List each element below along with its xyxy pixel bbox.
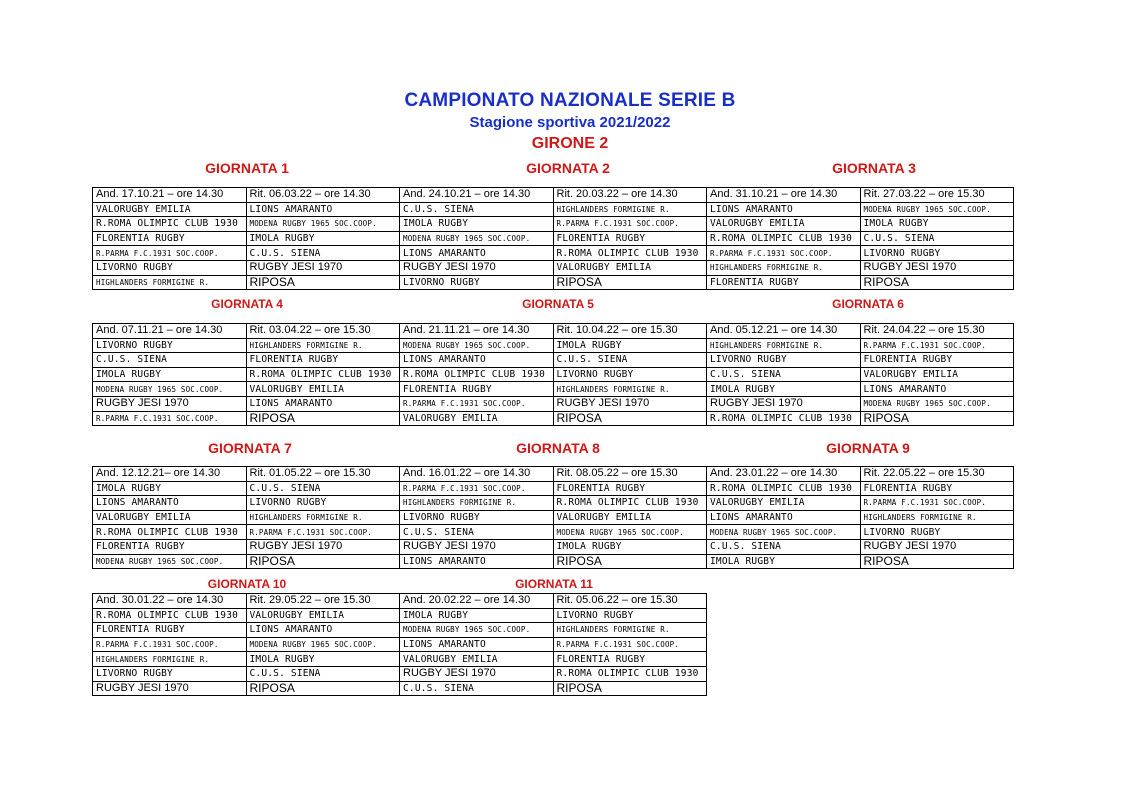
team-cell: R.PARMA F.C.1931 SOC.COOP. xyxy=(246,525,400,540)
team-cell: LIONS AMARANTO xyxy=(246,623,400,638)
team-cell: MODENA RUGBY 1965 SOC.COOP. xyxy=(400,231,554,246)
team-cell: R.ROMA OLIMPIC CLUB 1930 xyxy=(400,367,554,382)
team-cell: VALORUGBY EMILIA xyxy=(93,202,247,217)
team-cell: VALORUGBY EMILIA xyxy=(707,496,861,511)
schedule-table xyxy=(92,323,1014,426)
riposa-cell: RIPOSA xyxy=(553,681,707,696)
team-cell: IMOLA RUGBY xyxy=(707,382,861,397)
team-cell: R.ROMA OLIMPIC CLUB 1930 xyxy=(93,525,247,540)
team-cell: LIVORNO RUGBY xyxy=(553,367,707,382)
riposa-cell: RIPOSA xyxy=(860,275,1014,290)
table-row xyxy=(93,681,707,696)
match-date-cell: And. 12.12.21– ore 14.30 xyxy=(93,467,247,482)
date-header-row xyxy=(93,324,1014,339)
team-cell: IMOLA RUGBY xyxy=(553,539,707,554)
giornata-heading: GIORNATA 3 xyxy=(832,160,916,176)
team-cell: C.U.S. SIENA xyxy=(400,202,554,217)
date-header-row xyxy=(93,188,1014,203)
page-title: CAMPIONATO NAZIONALE SERIE B xyxy=(404,90,736,111)
giornata-heading: GIORNATA 8 xyxy=(516,440,600,456)
match-date-cell: Rit. 05.06.22 – ore 15.30 xyxy=(553,594,707,609)
team-cell: RUGBY JESI 1970 xyxy=(93,396,247,411)
match-date-cell: And. 16.01.22 – ore 14.30 xyxy=(400,467,554,482)
team-cell: RUGBY JESI 1970 xyxy=(860,539,1014,554)
team-cell: IMOLA RUGBY xyxy=(553,338,707,353)
team-cell: FLORENTIA RUGBY xyxy=(553,481,707,496)
girone-title: GIRONE 2 xyxy=(531,135,609,152)
match-date-cell: And. 24.10.21 – ore 14.30 xyxy=(400,188,554,203)
team-cell: VALORUGBY EMILIA xyxy=(246,608,400,623)
match-date-cell: And. 21.11.21 – ore 14.30 xyxy=(400,324,554,339)
match-date-cell: Rit. 20.03.22 – ore 14.30 xyxy=(553,188,707,203)
team-cell: LIVORNO RUGBY xyxy=(93,338,247,353)
match-date-cell: Rit. 29.05.22 – ore 15.30 xyxy=(246,594,400,609)
table-row xyxy=(93,396,1014,411)
table-row xyxy=(93,260,1014,275)
table-row xyxy=(93,217,1014,232)
team-cell: MODENA RUGBY 1965 SOC.COOP. xyxy=(400,338,554,353)
team-cell: MODENA RUGBY 1965 SOC.COOP. xyxy=(246,217,400,232)
table-row xyxy=(93,338,1014,353)
match-date-cell: Rit. 24.04.22 – ore 15.30 xyxy=(860,324,1014,339)
riposa-cell: RIPOSA xyxy=(246,554,400,569)
team-cell: HIGHLANDERS FORMIGINE R. xyxy=(93,652,247,667)
team-cell: C.U.S. SIENA xyxy=(400,681,554,696)
team-cell: IMOLA RUGBY xyxy=(93,481,247,496)
team-cell: R.PARMA F.C.1931 SOC.COOP. xyxy=(553,637,707,652)
table-row xyxy=(93,510,1014,525)
team-cell: R.PARMA F.C.1931 SOC.COOP. xyxy=(860,338,1014,353)
riposa-cell: RIPOSA xyxy=(553,554,707,569)
team-cell: MODENA RUGBY 1965 SOC.COOP. xyxy=(860,202,1014,217)
date-header-row xyxy=(93,467,1014,482)
team-cell: MODENA RUGBY 1965 SOC.COOP. xyxy=(93,382,247,397)
team-cell: HIGHLANDERS FORMIGINE R. xyxy=(707,338,861,353)
match-date-cell: And. 07.11.21 – ore 14.30 xyxy=(93,324,247,339)
team-cell: C.U.S. SIENA xyxy=(93,353,247,368)
team-cell: VALORUGBY EMILIA xyxy=(707,217,861,232)
team-cell: LIVORNO RUGBY xyxy=(553,608,707,623)
team-cell: HIGHLANDERS FORMIGINE R. xyxy=(553,623,707,638)
team-cell: FLORENTIA RUGBY xyxy=(93,231,247,246)
team-cell: RUGBY JESI 1970 xyxy=(93,681,247,696)
team-cell: LIVORNO RUGBY xyxy=(860,525,1014,540)
team-cell: VALORUGBY EMILIA xyxy=(860,367,1014,382)
giornata-heading: GIORNATA 11 xyxy=(515,577,593,591)
riposa-cell: RIPOSA xyxy=(246,411,400,426)
team-cell: LIVORNO RUGBY xyxy=(400,510,554,525)
team-cell: MODENA RUGBY 1965 SOC.COOP. xyxy=(93,554,247,569)
season-subtitle: Stagione sportiva 2021/2022 xyxy=(469,114,671,131)
team-cell: R.ROMA OLIMPIC CLUB 1930 xyxy=(707,411,861,426)
team-cell: FLORENTIA RUGBY xyxy=(707,275,861,290)
team-cell: LIVORNO RUGBY xyxy=(93,666,247,681)
team-cell: R.PARMA F.C.1931 SOC.COOP. xyxy=(93,246,247,261)
team-cell: HIGHLANDERS FORMIGINE R. xyxy=(553,202,707,217)
table-row xyxy=(93,608,707,623)
team-cell: HIGHLANDERS FORMIGINE R. xyxy=(860,510,1014,525)
giornata-heading: GIORNATA 4 xyxy=(211,297,283,311)
team-cell: R.PARMA F.C.1931 SOC.COOP. xyxy=(400,481,554,496)
team-cell: IMOLA RUGBY xyxy=(93,367,247,382)
match-date-cell: And. 17.10.21 – ore 14.30 xyxy=(93,188,247,203)
team-cell: R.PARMA F.C.1931 SOC.COOP. xyxy=(93,411,247,426)
table-row xyxy=(93,554,1014,569)
table-row xyxy=(93,231,1014,246)
team-cell: HIGHLANDERS FORMIGINE R. xyxy=(246,338,400,353)
match-date-cell: Rit. 01.05.22 – ore 15.30 xyxy=(246,467,400,482)
team-cell: R.ROMA OLIMPIC CLUB 1930 xyxy=(553,496,707,511)
team-cell: RUGBY JESI 1970 xyxy=(553,396,707,411)
team-cell: C.U.S. SIENA xyxy=(246,481,400,496)
giornata-heading: GIORNATA 6 xyxy=(832,297,904,311)
riposa-cell: RIPOSA xyxy=(246,275,400,290)
team-cell: RUGBY JESI 1970 xyxy=(400,666,554,681)
team-cell: R.PARMA F.C.1931 SOC.COOP. xyxy=(553,217,707,232)
match-date-cell: Rit. 08.05.22 – ore 15.30 xyxy=(553,467,707,482)
team-cell: VALORUGBY EMILIA xyxy=(93,510,247,525)
table-row xyxy=(93,382,1014,397)
team-cell: R.PARMA F.C.1931 SOC.COOP. xyxy=(860,496,1014,511)
schedule-table xyxy=(92,593,707,696)
team-cell: HIGHLANDERS FORMIGINE R. xyxy=(93,275,247,290)
giornata-heading: GIORNATA 1 xyxy=(205,160,289,176)
team-cell: RUGBY JESI 1970 xyxy=(246,539,400,554)
team-cell: C.U.S. SIENA xyxy=(246,246,400,261)
team-cell: R.ROMA OLIMPIC CLUB 1930 xyxy=(707,231,861,246)
team-cell: MODENA RUGBY 1965 SOC.COOP. xyxy=(246,637,400,652)
team-cell: MODENA RUGBY 1965 SOC.COOP. xyxy=(553,525,707,540)
table-row xyxy=(93,666,707,681)
giornata-heading: GIORNATA 5 xyxy=(522,297,594,311)
table-row xyxy=(93,652,707,667)
team-cell: HIGHLANDERS FORMIGINE R. xyxy=(707,260,861,275)
match-date-cell: Rit. 22.05.22 – ore 15.30 xyxy=(860,467,1014,482)
table-row xyxy=(93,637,707,652)
team-cell: LIONS AMARANTO xyxy=(93,496,247,511)
team-cell: FLORENTIA RUGBY xyxy=(400,382,554,397)
team-cell: LIVORNO RUGBY xyxy=(93,260,247,275)
match-date-cell: Rit. 06.03.22 – ore 14.30 xyxy=(246,188,400,203)
team-cell: FLORENTIA RUGBY xyxy=(93,539,247,554)
team-cell: FLORENTIA RUGBY xyxy=(93,623,247,638)
team-cell: MODENA RUGBY 1965 SOC.COOP. xyxy=(860,396,1014,411)
team-cell: R.ROMA OLIMPIC CLUB 1930 xyxy=(246,367,400,382)
team-cell: HIGHLANDERS FORMIGINE R. xyxy=(553,382,707,397)
team-cell: C.U.S. SIENA xyxy=(860,231,1014,246)
team-cell: MODENA RUGBY 1965 SOC.COOP. xyxy=(400,623,554,638)
team-cell: VALORUGBY EMILIA xyxy=(246,382,400,397)
team-cell: LIVORNO RUGBY xyxy=(400,275,554,290)
team-cell: FLORENTIA RUGBY xyxy=(860,481,1014,496)
team-cell: R.ROMA OLIMPIC CLUB 1930 xyxy=(707,481,861,496)
team-cell: IMOLA RUGBY xyxy=(246,652,400,667)
team-cell: C.U.S. SIENA xyxy=(246,666,400,681)
team-cell: LIONS AMARANTO xyxy=(400,246,554,261)
team-cell: RUGBY JESI 1970 xyxy=(400,539,554,554)
riposa-cell: RIPOSA xyxy=(553,411,707,426)
team-cell: LIVORNO RUGBY xyxy=(246,496,400,511)
team-cell: R.ROMA OLIMPIC CLUB 1930 xyxy=(553,666,707,681)
team-cell: MODENA RUGBY 1965 SOC.COOP. xyxy=(707,525,861,540)
giornata-heading: GIORNATA 9 xyxy=(826,440,910,456)
team-cell: LIONS AMARANTO xyxy=(860,382,1014,397)
team-cell: R.PARMA F.C.1931 SOC.COOP. xyxy=(400,396,554,411)
riposa-cell: RIPOSA xyxy=(860,411,1014,426)
match-date-cell: Rit. 03.04.22 – ore 15.30 xyxy=(246,324,400,339)
team-cell: VALORUGBY EMILIA xyxy=(553,510,707,525)
team-cell: FLORENTIA RUGBY xyxy=(553,652,707,667)
table-row xyxy=(93,246,1014,261)
table-row xyxy=(93,275,1014,290)
schedule-table xyxy=(92,466,1014,569)
team-cell: LIVORNO RUGBY xyxy=(860,246,1014,261)
team-cell: R.ROMA OLIMPIC CLUB 1930 xyxy=(93,608,247,623)
team-cell: FLORENTIA RUGBY xyxy=(553,231,707,246)
table-row xyxy=(93,539,1014,554)
team-cell: IMOLA RUGBY xyxy=(707,554,861,569)
team-cell: C.U.S. SIENA xyxy=(707,539,861,554)
match-date-cell: And. 20.02.22 – ore 14.30 xyxy=(400,594,554,609)
riposa-cell: RIPOSA xyxy=(553,275,707,290)
team-cell: IMOLA RUGBY xyxy=(400,608,554,623)
team-cell: R.PARMA F.C.1931 SOC.COOP. xyxy=(707,246,861,261)
team-cell: LIONS AMARANTO xyxy=(707,202,861,217)
team-cell: IMOLA RUGBY xyxy=(246,231,400,246)
team-cell: RUGBY JESI 1970 xyxy=(860,260,1014,275)
table-row xyxy=(93,623,707,638)
table-row xyxy=(93,353,1014,368)
team-cell: VALORUGBY EMILIA xyxy=(553,260,707,275)
table-row xyxy=(93,525,1014,540)
team-cell: HIGHLANDERS FORMIGINE R. xyxy=(400,496,554,511)
team-cell: IMOLA RUGBY xyxy=(400,217,554,232)
date-header-row xyxy=(93,594,707,609)
schedule-table xyxy=(92,187,1014,290)
team-cell: HIGHLANDERS FORMIGINE R. xyxy=(246,510,400,525)
team-cell: LIONS AMARANTO xyxy=(246,202,400,217)
match-date-cell: And. 31.10.21 – ore 14.30 xyxy=(707,188,861,203)
table-row xyxy=(93,367,1014,382)
table-row xyxy=(93,411,1014,426)
giornata-heading: GIORNATA 10 xyxy=(207,577,287,591)
riposa-cell: RIPOSA xyxy=(860,554,1014,569)
team-cell: RUGBY JESI 1970 xyxy=(400,260,554,275)
team-cell: R.ROMA OLIMPIC CLUB 1930 xyxy=(553,246,707,261)
table-row xyxy=(93,202,1014,217)
team-cell: LIONS AMARANTO xyxy=(246,396,400,411)
team-cell: VALORUGBY EMILIA xyxy=(400,411,554,426)
team-cell: VALORUGBY EMILIA xyxy=(400,652,554,667)
team-cell: C.U.S. SIENA xyxy=(400,525,554,540)
match-date-cell: Rit. 27.03.22 – ore 15.30 xyxy=(860,188,1014,203)
team-cell: RUGBY JESI 1970 xyxy=(246,260,400,275)
giornata-heading: GIORNATA 2 xyxy=(526,160,610,176)
team-cell: C.U.S. SIENA xyxy=(707,367,861,382)
table-row xyxy=(93,496,1014,511)
team-cell: LIONS AMARANTO xyxy=(400,554,554,569)
team-cell: FLORENTIA RUGBY xyxy=(246,353,400,368)
match-date-cell: And. 23.01.22 – ore 14.30 xyxy=(707,467,861,482)
team-cell: LIONS AMARANTO xyxy=(400,637,554,652)
match-date-cell: Rit. 10.04.22 – ore 15.30 xyxy=(553,324,707,339)
team-cell: RUGBY JESI 1970 xyxy=(707,396,861,411)
team-cell: FLORENTIA RUGBY xyxy=(860,353,1014,368)
team-cell: LIONS AMARANTO xyxy=(707,510,861,525)
match-date-cell: And. 30.01.22 – ore 14.30 xyxy=(93,594,247,609)
team-cell: LIONS AMARANTO xyxy=(400,353,554,368)
team-cell: R.PARMA F.C.1931 SOC.COOP. xyxy=(93,637,247,652)
giornata-heading: GIORNATA 7 xyxy=(208,440,292,456)
team-cell: R.ROMA OLIMPIC CLUB 1930 xyxy=(93,217,247,232)
team-cell: C.U.S. SIENA xyxy=(553,353,707,368)
team-cell: LIVORNO RUGBY xyxy=(707,353,861,368)
riposa-cell: RIPOSA xyxy=(246,681,400,696)
table-row xyxy=(93,481,1014,496)
team-cell: IMOLA RUGBY xyxy=(860,217,1014,232)
match-date-cell: And. 05.12.21 – ore 14.30 xyxy=(707,324,861,339)
